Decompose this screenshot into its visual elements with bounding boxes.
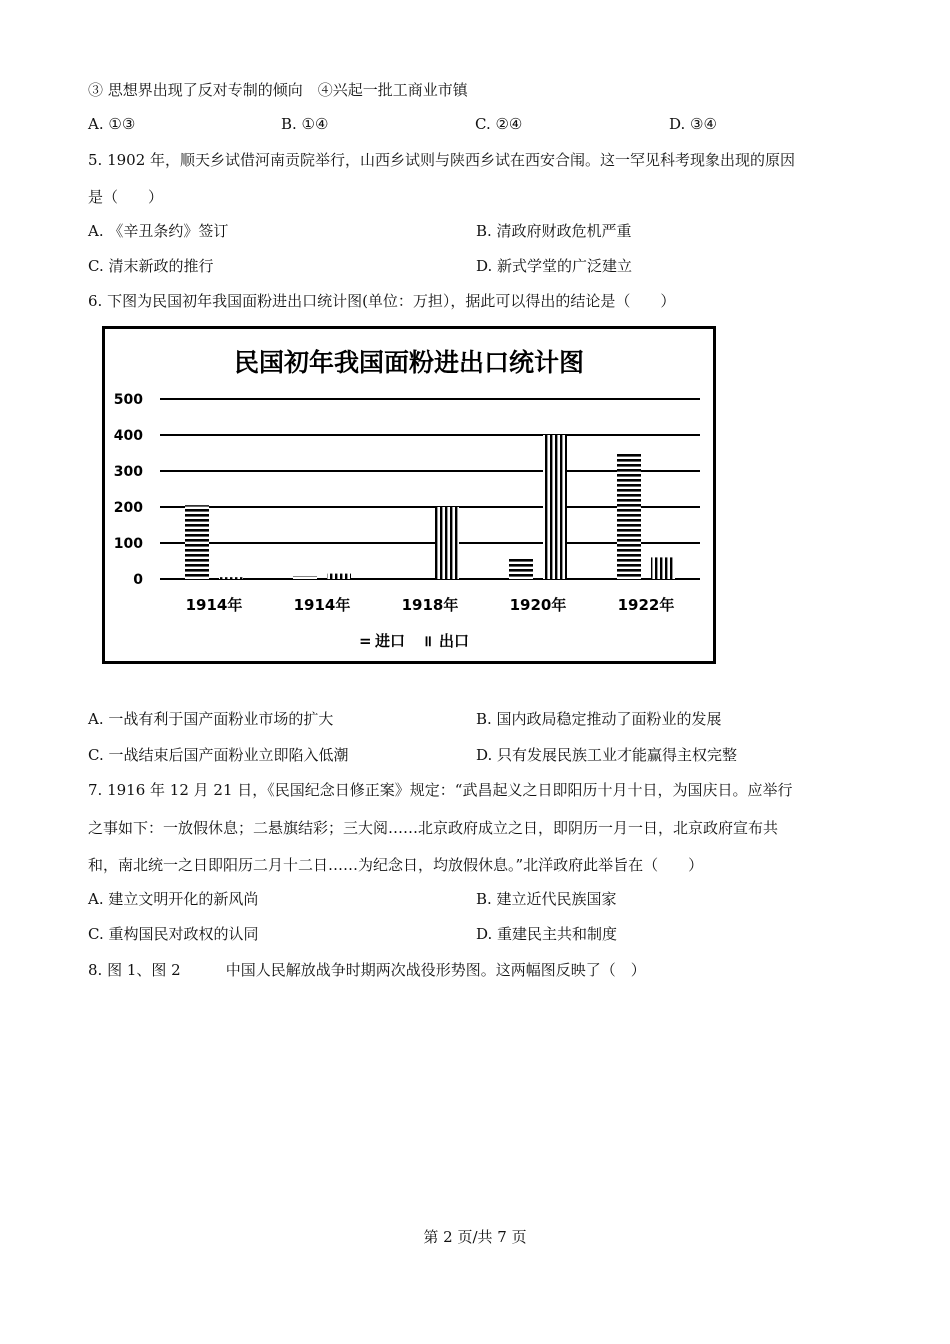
q7-stem-line2: 之事如下：一放假休息；二悬旗结彩；三大阅……北京政府成立之日，即阴历一月一日，北京政府宣布共: [88, 819, 779, 837]
x-tick-label: 1922年: [617, 596, 675, 614]
q6-stem-line: 6. 下图为民国初年我国面粉进出口统计图(单位：万担），据此可以得出的结论是（ ）: [88, 292, 676, 310]
q5-stem-line1: 5. 1902 年，顺天乡试借河南贡院举行，山西乡试则与陕西乡试在西安合闱。这一罕见科考现象出现的原因: [88, 151, 796, 169]
q7-option-a: A. 建立文明开化的新风尚: [88, 890, 259, 908]
chart-plot: [105, 329, 713, 661]
q6-option-b: B. 国内政局稳定推动了面粉业的发展: [476, 710, 722, 728]
y-tick-label: 300: [113, 464, 143, 480]
q4-option-d: D. ③④: [669, 115, 717, 133]
q7-option-b: B. 建立近代民族国家: [476, 890, 617, 908]
chart-title: 民国初年我国面粉进出口统计图: [233, 348, 584, 377]
y-tick-label: 500: [113, 392, 143, 408]
flour-trade-chart: [102, 326, 716, 664]
legend-symbol: =: [359, 632, 372, 650]
x-tick-label: 1920年: [509, 596, 567, 614]
x-tick-label: 1918年: [401, 596, 459, 614]
x-tick-label: 1914年: [293, 596, 351, 614]
y-tick-label: 200: [113, 500, 143, 516]
legend-label: 出口: [439, 632, 470, 650]
y-tick-label: 400: [113, 428, 143, 444]
q7-stem-line1: 7. 1916 年 12 月 21 日，《民国纪念日修正案》规定：“武昌起义之日即阳历十月十日，为国庆日。应举行: [88, 781, 793, 799]
import-bar-0: [185, 505, 209, 579]
q5-option-b: B. 清政府财政危机严重: [476, 222, 632, 240]
legend-label: 进口: [375, 632, 406, 650]
q4-statement-line: ③ 思想界出现了反对专制的倾向 ④兴起一批工商业市镇: [88, 81, 468, 99]
q7-stem-line3: 和，南北统一之日即阳历二月十二日……为纪念日，均放假休息。”北洋政府此举旨在（ ）: [88, 856, 704, 874]
q6-option-d: D. 只有发展民族工业才能赢得主权完整: [476, 746, 738, 764]
x-tick-label: 1914年: [185, 596, 243, 614]
q5-stem-line2: 是（ ）: [88, 188, 164, 206]
q7-option-c: C. 重构国民对政权的认同: [88, 925, 259, 943]
export-bar-0: [219, 577, 243, 579]
page-footer: 第 2 页/共 7 页: [423, 1228, 527, 1246]
q6-option-a: A. 一战有利于国产面粉业市场的扩大: [88, 710, 334, 728]
y-tick-label: 0: [133, 572, 143, 588]
import-bar-1: [293, 576, 317, 579]
q4-option-a: A. ①③: [88, 115, 136, 133]
q5-option-d: D. 新式学堂的广泛建立: [476, 257, 633, 275]
export-bar-1: [327, 574, 351, 579]
q4-option-b: B. ①④: [281, 115, 329, 133]
legend-symbol: ॥: [423, 632, 432, 650]
q6-option-c: C. 一战结束后国产面粉业立即陷入低潮: [88, 746, 349, 764]
q4-option-c: C. ②④: [475, 115, 523, 133]
export-bar-3: [543, 435, 567, 579]
y-tick-label: 100: [113, 536, 143, 552]
export-bar-4: [651, 557, 675, 579]
q8-stem-line: 8. 图 1、图 2 中国人民解放战争时期两次战役形势图。这两幅图反映了（ ）: [88, 961, 646, 979]
export-bar-2: [435, 507, 459, 579]
import-bar-3: [509, 557, 533, 579]
q7-option-d: D. 重建民主共和制度: [476, 925, 618, 943]
import-bar-4: [617, 453, 641, 579]
q5-option-c: C. 清末新政的推行: [88, 257, 214, 275]
q5-option-a: A. 《辛丑条约》签订: [88, 222, 229, 240]
